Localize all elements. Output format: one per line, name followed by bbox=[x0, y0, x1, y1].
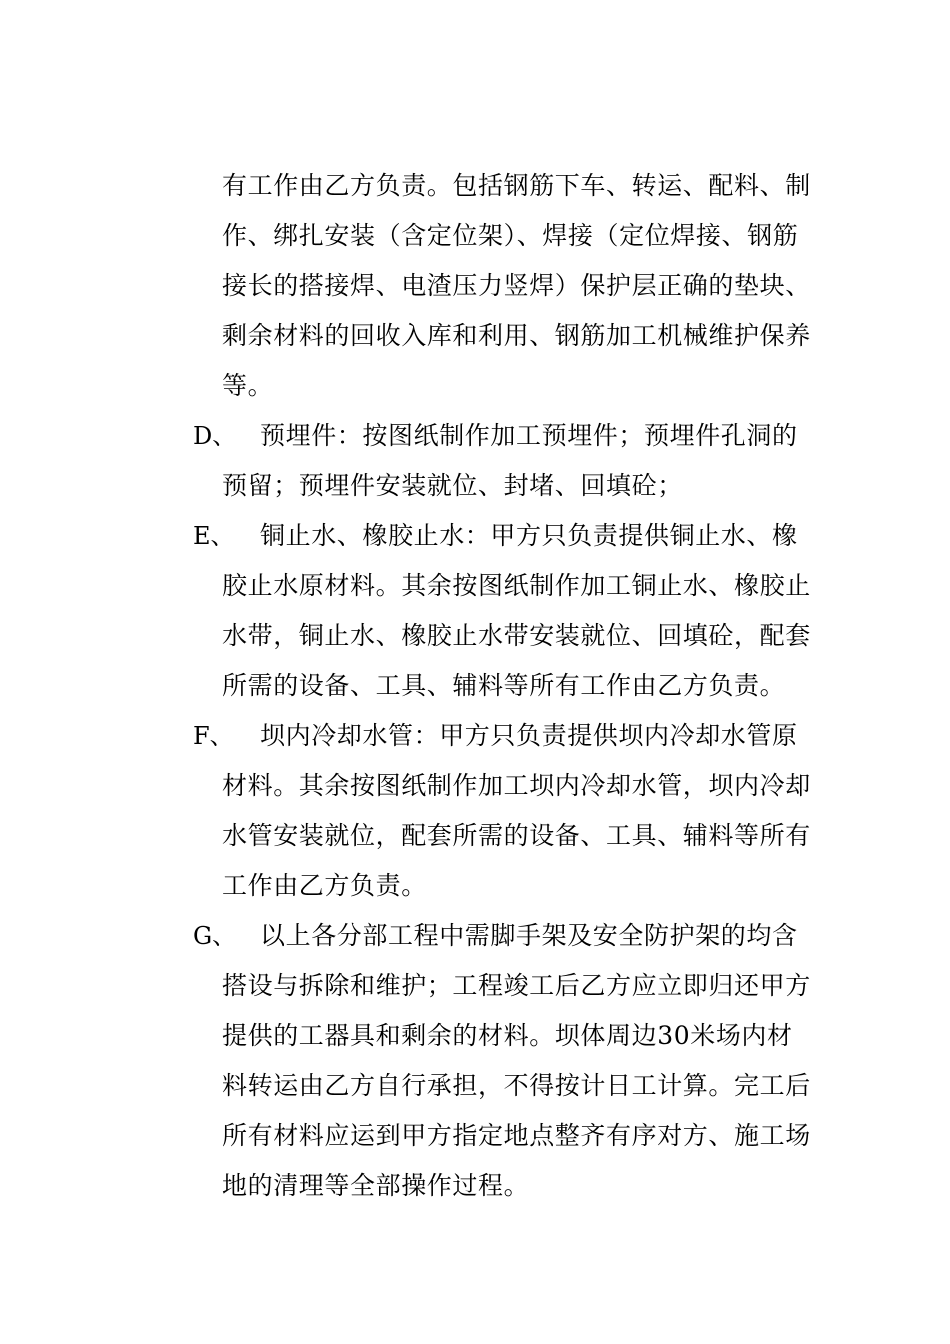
paragraph-line: 工作由乙方负责。 bbox=[222, 871, 427, 900]
paragraph-line: 预留；预埋件安装就位、封堵、回填砼； bbox=[222, 471, 683, 500]
paragraph-line: 搭设与拆除和维护；工程竣工后乙方应立即归还甲方 bbox=[222, 971, 811, 1000]
paragraph-line: 等。 bbox=[222, 371, 274, 400]
paragraph-line: 地的清理等全部操作过程。 bbox=[222, 1171, 530, 1200]
paragraph-line: 材料。其余按图纸制作加工坝内冷却水管，坝内冷却 bbox=[222, 771, 811, 800]
paragraph-line: 接长的搭接焊、电渣压力竖焊）保护层正确的垫块、 bbox=[222, 271, 811, 300]
paragraph-line: 所需的设备、工具、辅料等所有工作由乙方负责。 bbox=[222, 671, 786, 700]
list-marker: G、 bbox=[193, 922, 237, 950]
paragraph-line: 以上各分部工程中需脚手架及安全防护架的均含 bbox=[260, 921, 798, 950]
paragraph-line: 水管安装就位，配套所需的设备、工具、辅料等所有 bbox=[222, 821, 811, 850]
paragraph-line: 料转运由乙方自行承担，不得按计日工计算。完工后 bbox=[222, 1071, 811, 1100]
paragraph-line: 作、绑扎安装（含定位架）、焊接（定位焊接、钢筋 bbox=[222, 221, 799, 250]
paragraph-line: 铜止水、橡胶止水：甲方只负责提供铜止水、橡 bbox=[260, 521, 798, 550]
paragraph-line: 提供的工器具和剩余的材料。坝体周边30米场内材 bbox=[222, 1021, 793, 1050]
list-marker: D、 bbox=[193, 422, 237, 450]
paragraph-line: 预埋件：按图纸制作加工预埋件；预埋件孔洞的 bbox=[260, 421, 798, 450]
paragraph-line: 坝内冷却水管：甲方只负责提供坝内冷却水管原 bbox=[260, 721, 798, 750]
paragraph-line: 所有材料应运到甲方指定地点整齐有序对方、施工场 bbox=[222, 1121, 811, 1150]
paragraph-line: 剩余材料的回收入库和利用、钢筋加工机械维护保养 bbox=[222, 321, 811, 350]
paragraph-line: 胶止水原材料。其余按图纸制作加工铜止水、橡胶止 bbox=[222, 571, 811, 600]
list-marker: E、 bbox=[193, 522, 235, 550]
list-marker: F、 bbox=[193, 722, 234, 750]
paragraph-line: 有工作由乙方负责。包括钢筋下车、转运、配料、制 bbox=[222, 171, 811, 200]
paragraph-line: 水带，铜止水、橡胶止水带安装就位、回填砼，配套 bbox=[222, 621, 811, 650]
